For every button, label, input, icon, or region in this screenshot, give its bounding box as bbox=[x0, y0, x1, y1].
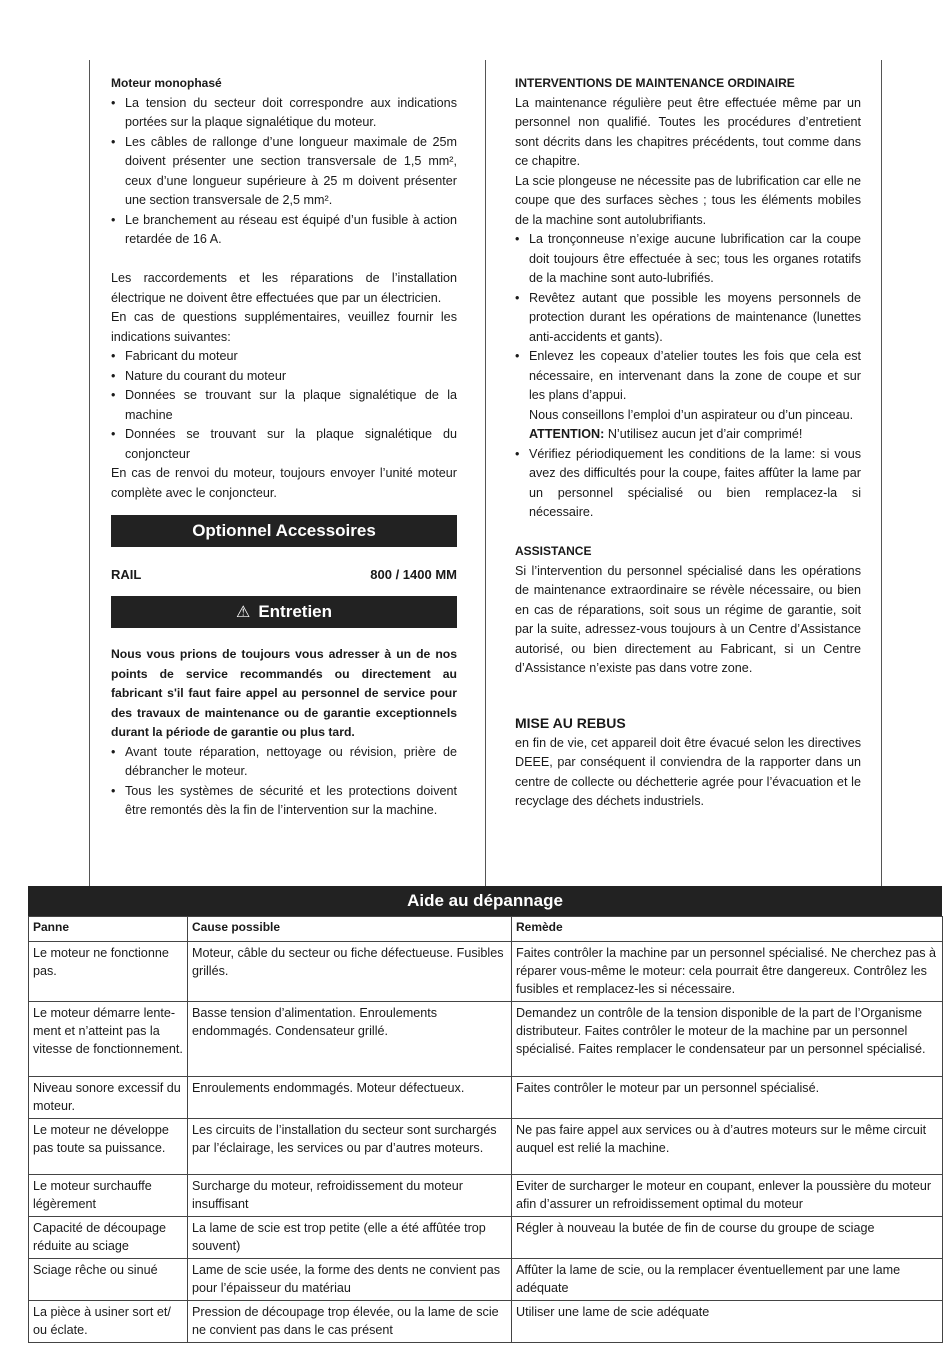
table-cell: Régler à nouveau la butée de fin de course du groupe de sciage bbox=[512, 1217, 943, 1259]
table-cell: Le moteur démarre lente-ment et n’atteint pas la vitesse de fonctionnement. bbox=[29, 1002, 188, 1077]
table-cell: Faites contrôler la machine par un personnel spécialisé. Ne cherchez pas à réparer vous-même le moteur: cela pourrait être dangereux. Contrôlez les fusibles et remplacez-les si nécessaire. bbox=[512, 942, 943, 1002]
header-panne: Panne bbox=[29, 917, 188, 942]
table-cell: La lame de scie est trop petite (elle a été affûtée trop souvent) bbox=[188, 1217, 512, 1259]
table-cell: Eviter de surcharger le moteur en coupant, enlever la poussière du moteur afin d’assurer un refroidissement optimal du moteur bbox=[512, 1175, 943, 1217]
renvoi-paragraph: En cas de renvoi du moteur, toujours envoyer l’unité moteur complète avec le conjoncteur. bbox=[111, 466, 457, 500]
table-cell: Niveau sonore excessif du moteur. bbox=[29, 1077, 188, 1119]
troubleshooting-title: Aide au dépannage bbox=[28, 886, 942, 916]
attention-text: N’utilisez aucun jet d’air comprimé! bbox=[604, 427, 803, 441]
column-divider bbox=[485, 60, 486, 886]
raccord-paragraph: Les raccordements et les réparations de l’installation électrique ne doivent être effectuées que par un électricien. bbox=[111, 271, 457, 305]
table-cell: Basse tension d’alimentation. Enroulements endommagés. Condensateur grillé. bbox=[188, 1002, 512, 1077]
list-item: • Avant toute réparation, nettoyage ou révision, prière de débrancher le moteur. bbox=[111, 743, 457, 782]
table-header-row bbox=[29, 917, 943, 942]
rebus-heading: MISE AU REBUS bbox=[515, 715, 626, 731]
header-cause: Cause possible bbox=[188, 917, 512, 942]
table-cell: Le moteur ne développe pas toute sa puissance. bbox=[29, 1119, 188, 1175]
assistance-heading: ASSISTANCE bbox=[515, 544, 592, 558]
left-column bbox=[111, 74, 457, 821]
table-cell: Le moteur surchauffe légèrement bbox=[29, 1175, 188, 1217]
table-row bbox=[29, 1175, 943, 1217]
table-row bbox=[29, 1119, 943, 1175]
entretien-title-bar bbox=[111, 596, 457, 628]
list-item bbox=[515, 347, 861, 445]
table-cell: Moteur, câble du secteur ou fiche défectueuse. Fusibles grillés. bbox=[188, 942, 512, 1002]
list-item: • Revêtez autant que possible les moyens personnels de protection durant les opérations de maintenance (lunettes anti-accidents et gants). bbox=[515, 289, 861, 348]
list-item: • Tous les systèmes de sécurité et les protections doivent être remontés dès la fin de l’intervention sur la machine. bbox=[111, 782, 457, 821]
questions-bullets bbox=[111, 347, 457, 464]
list-item: • La tension du secteur doit correspondre aux indications portées sur la plaque signalétique du moteur. bbox=[111, 94, 457, 133]
list-item: • Les câbles de rallonge d’une longueur maximale de 25m doivent présenter une section transversale de 1,5 mm², ceux d’une longueur supérieure à 25 m doivent présenter une section transversale de 2,5 mm². bbox=[111, 133, 457, 211]
table-row bbox=[29, 1002, 943, 1077]
table-row bbox=[29, 942, 943, 1002]
attention-label: ATTENTION: bbox=[529, 427, 605, 441]
entretien-title: Entretien bbox=[258, 602, 333, 621]
table-cell: Lame de scie usée, la forme des dents ne convient pas pour l’épaisseur du matériau bbox=[188, 1259, 512, 1301]
list-item: • La tronçonneuse n’exige aucune lubrification car la coupe doit toujours être effectuée à sec; tous les organes rotatifs de la machine sont auto-lubrifiés. bbox=[515, 230, 861, 289]
assistance-paragraph: Si l’intervention du personnel spécialisé dans les opérations de maintenance extraordinaire se révèle nécessaire, ou bien en cas de réparations, soit sous un régime de garantie, soit par la suite, adressez-vous toujours à un Centre d’Assistance autorisé, ou bien directement au Fabricant, si un Centre d’Assistance n’existe pas dans votre zone. bbox=[515, 563, 861, 675]
troubleshooting-section bbox=[28, 886, 942, 1343]
interventions-paragraph: La maintenance régulière peut être effectuée même par un personnel non qualifié. Toutes les procédures d’entretient sont décrits dans les chapitres précédents, tout comme dans ce chapitre. bbox=[515, 95, 861, 168]
moteur-heading: Moteur monophasé bbox=[111, 76, 222, 90]
rail-label: RAIL bbox=[111, 567, 142, 582]
table-row bbox=[29, 1217, 943, 1259]
table-cell: Utiliser une lame de scie adéquate bbox=[512, 1301, 943, 1343]
list-item: • Vérifiez périodiquement les conditions de la lame: si vous avez des difficultés pour la coupe, faites affûter la lame par un personnel spécialisé ou bien remplacez-la si nécessaire. bbox=[515, 445, 861, 523]
maintenance-bullets bbox=[515, 230, 861, 523]
list-item-extra: Nous conseillons l’emploi d’un aspirateur ou d’un pinceau. bbox=[529, 407, 854, 422]
rebus-paragraph: en fin de vie, cet appareil doit être évacué selon les directives DEEE, par conséquent il conviendra de la rapporter dans un centre de collecte ou déchetterie agrée pour l’évacuation et le recyclage des déchets industriels. bbox=[515, 735, 861, 808]
list-item-text: Enlevez les copeaux d’atelier toutes les fois que cela est nécessaire, en intervenant dans la zone de coupe et sur les plans d’appui. bbox=[529, 349, 861, 402]
list-item: • Données se trouvant sur la plaque signalétique du conjoncteur bbox=[111, 425, 457, 464]
table-cell: Affûter la lame de scie, ou la remplacer éventuellement par une lame adéquate bbox=[512, 1259, 943, 1301]
interventions-heading: INTERVENTIONS DE MAINTENANCE ORDINAIRE bbox=[515, 76, 795, 90]
rail-row bbox=[111, 554, 457, 596]
entretien-bullets bbox=[111, 743, 457, 821]
list-item: • Données se trouvant sur la plaque signalétique de la machine bbox=[111, 386, 457, 425]
table-cell: Demandez un contrôle de la tension disponible de la part de l’Organisme distributeur. Faites contrôler le moteur de la machine par un personnel spécialisé. Faites remplacer le condensateur par un personnel spécialisé. bbox=[512, 1002, 943, 1077]
table-cell: Capacité de découpage réduite au sciage bbox=[29, 1217, 188, 1259]
warning-triangle-icon: ⚠ bbox=[235, 604, 251, 621]
table-cell: Ne pas faire appel aux services ou à d’autres moteurs sur le même circuit auquel est relié la machine. bbox=[512, 1119, 943, 1175]
header-remede: Remède bbox=[512, 917, 943, 942]
accessoires-title-bar bbox=[111, 515, 457, 547]
table-cell: Enroulements endommagés. Moteur défectueux. bbox=[188, 1077, 512, 1119]
accessoires-title: Optionnel Accessoires bbox=[192, 521, 376, 540]
moteur-bullets bbox=[111, 94, 457, 250]
table-cell: Les circuits de l’installation du secteur sont surchargés par l’éclairage, les services ou par d’autres moteurs. bbox=[188, 1119, 512, 1175]
table-cell: Le moteur ne fonctionne pas. bbox=[29, 942, 188, 1002]
table-cell: La pièce à usiner sort et/ ou éclate. bbox=[29, 1301, 188, 1343]
table-cell: Sciage rêche ou sinué bbox=[29, 1259, 188, 1301]
table-cell: Faites contrôler le moteur par un personnel spécialisé. bbox=[512, 1077, 943, 1119]
table-cell: Surcharge du moteur, refroidissement du moteur insuffisant bbox=[188, 1175, 512, 1217]
list-item: • Le branchement au réseau est équipé d’un fusible à action retardée de 16 A. bbox=[111, 211, 457, 250]
table-row bbox=[29, 1301, 943, 1343]
entretien-intro: Nous vous prions de toujours vous adresser à un de nos points de service recommandés ou directement au fabricant s'il faut faire appel au personnel de service pour des travaux de maintenance ou de garantie exceptionnels durant la période de garantie ou plus tard. bbox=[111, 647, 457, 739]
questions-paragraph: En cas de questions supplémentaires, veuillez fournir les indications suivantes: bbox=[111, 310, 457, 344]
table-cell: Pression de découpage trop élevée, ou la lame de scie ne convient pas dans le cas présent bbox=[188, 1301, 512, 1343]
list-item: • Fabricant du moteur bbox=[111, 347, 457, 367]
table-row bbox=[29, 1077, 943, 1119]
right-column bbox=[515, 74, 861, 812]
table-row bbox=[29, 1259, 943, 1301]
left-margin-line bbox=[89, 60, 90, 886]
troubleshooting-table bbox=[28, 916, 943, 1343]
lubrification-paragraph: La scie plongeuse ne nécessite pas de lubrification car elle ne coupe que des surfaces sèches ; tous les éléments mobiles de la machine sont autolubrifiants. bbox=[515, 173, 861, 227]
right-margin-line bbox=[881, 60, 882, 886]
rail-value: 800 / 1400 MM bbox=[370, 567, 457, 582]
list-item: • Nature du courant du moteur bbox=[111, 367, 457, 387]
